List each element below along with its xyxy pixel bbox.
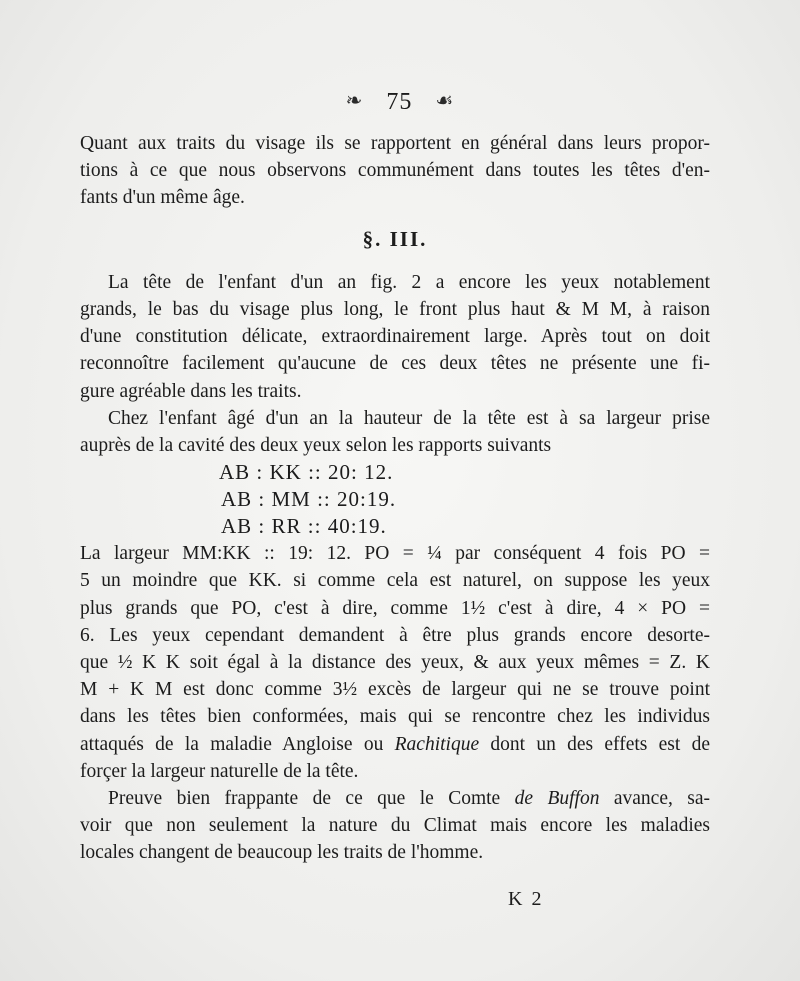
formula-ab-rr: AB : RR :: 40:19. [221, 514, 387, 539]
formula-ab-kk: AB : KK :: 20: 12. [219, 460, 394, 485]
paragraph-4 [80, 540, 710, 785]
italic-name: de Buffon [514, 788, 600, 810]
text-fragment: avance, sa- [599, 788, 711, 810]
text-line [80, 731, 710, 758]
page-header [0, 88, 800, 116]
text-line: voir que non seulement la nature du Climat mais encore les maladies [80, 815, 710, 837]
text-line: La largeur MM:KK :: 19: 12. PO = ¼ par conséquent 4 fois PO = [80, 543, 710, 565]
ratio-formulas [80, 459, 710, 540]
paragraph-3 [80, 405, 710, 459]
text-line: gure agréable dans les traits. [80, 380, 302, 402]
text-line: forçer la largeur naturelle de la tête. [80, 760, 359, 782]
page-number: 75 [386, 89, 413, 115]
text-line: plus grands que PO, c'est à dire, comme 1½ c'est à dire, 4 × PO = [80, 597, 710, 619]
text-line: Chez l'enfant âgé d'un an la hauteur de la tête est à sa largeur prise [108, 407, 710, 429]
text-line: que ½ K K soit égal à la distance des yeux, & aux yeux mêmes = Z. K [80, 652, 710, 674]
text-line: auprès de la cavité des deux yeux selon les rapports suivants [80, 435, 552, 457]
paragraph-1 [80, 130, 710, 212]
body-text [80, 130, 710, 867]
text-line: M + K M est donc comme 3½ excès de largeur qui ne se trouve point [80, 679, 710, 701]
text-line [80, 785, 710, 812]
paragraph-5 [80, 785, 710, 867]
text-fragment: dont un des effets est de [479, 733, 710, 755]
fleuron-right-icon: ☙ [435, 90, 455, 112]
text-fragment: attaqués de la maladie Angloise ou [80, 733, 395, 755]
text-line: fants d'un même âge. [80, 187, 245, 209]
text-line: La tête de l'enfant d'un an fig. 2 a encore les yeux notablement [108, 271, 710, 293]
text-line: tions à ce que nous observons communément dans toutes les têtes d'en- [80, 160, 710, 182]
text-line: Quant aux traits du visage ils se rapportent en général dans leurs propor- [80, 133, 710, 154]
section-heading: §. III. [362, 226, 428, 251]
signature-mark: K 2 [508, 888, 544, 910]
text-line: locales changent de beaucoup les traits de l'homme. [80, 842, 484, 864]
text-line: d'une constitution délicate, extraordinairement large. Après tout on doit [80, 326, 710, 348]
paragraph-2 [80, 269, 710, 405]
text-fragment: Preuve bien frappante de ce que le Comte [108, 788, 515, 810]
fleuron-left-icon: ❧ [345, 90, 364, 112]
formula-ab-mm: AB : MM :: 20:19. [221, 487, 397, 512]
text-line: dans les têtes bien conformées, mais qui se rencontre chez les individus [80, 706, 710, 728]
text-line: 6. Les yeux cependant demandent à être plus grands encore desorte- [80, 624, 710, 646]
text-line: grands, le bas du visage plus long, le front plus haut & M M, à raison [80, 299, 710, 321]
text-line: reconnoître facilement qu'aucune de ces deux têtes ne présente une fi- [80, 353, 710, 375]
italic-term: Rachitique [394, 733, 480, 755]
text-line: 5 un moindre que KK. si comme cela est naturel, on suppose les yeux [80, 570, 710, 592]
